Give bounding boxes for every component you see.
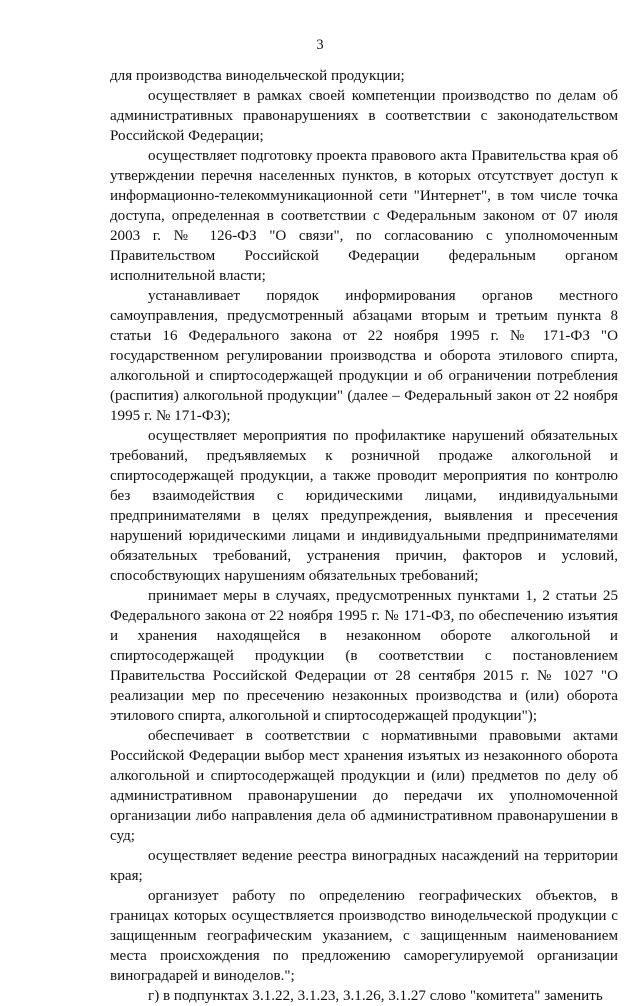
paragraph-last: г) в подпунктах 3.1.22, 3.1.23, 3.1.26, 3.1.27 слово "комитета" заменить	[148, 988, 603, 1004]
paragraph: устанавливает порядок информирования органов местного самоуправления, предусмотренный абзацами вторым и третьим пункта 8 статьи 16 Федерального закона от 22 ноября 1995 г. № 171-ФЗ "О государственном регулировании производства и оборота этилового спирта, алкогольной и спиртосодержащей продукции и об ограничении потребления (распития) алкогольной продукции" (далее – Федеральный закон от 22 ноября 1995 г. № 171-ФЗ);	[110, 288, 618, 424]
document-body	[110, 66, 618, 1006]
paragraph: осуществляет подготовку проекта правового акта Правительства края об утверждении перечня населенных пунктов, в которых отсутствует доступ к информационно-телекоммуникационной сети "Интернет", в том числе точка доступа, определенная в соответствии с Федеральным законом от 07 июля 2003 г. № 126-ФЗ "О связи", по согласованию с уполномоченным Правительством Российской Федерации федеральным органом исполнительной власти;	[110, 148, 618, 284]
paragraph: обеспечивает в соответствии с нормативными правовыми актами Российской Федерации выбор мест хранения изъятых из незаконного оборота алкогольной и спиртосодержащей продукции и (или) предметов по делу об административном правонарушении до передачи их уполномоченной организации либо направления дела об административном правонарушении в суд;	[110, 728, 618, 844]
paragraph-continuation: для производства винодельческой продукции;	[110, 68, 405, 84]
paragraph: организует работу по определению географических объектов, в границах которых осуществляется производство винодельческой продукции с защищенным географическим указанием, с защищенным наименованием места происхождения по предложению саморегулируемой организации виноградарей и виноделов.";	[110, 888, 618, 984]
paragraph: принимает меры в случаях, предусмотренных пунктами 1, 2 статьи 25 Федерального закона от 22 ноября 1995 г. № 171-ФЗ, по обеспечению изъятия и хранения находящейся в незаконном обороте алкогольной и спиртосодержащей продукции (в соответствии с постановлением Правительства Российской Федерации от 28 сентября 2015 г. № 1027 "О реализации мер по пресечению незаконных производства и (или) оборота этилового спирта, алкогольной и спиртосодержащей продукции");	[110, 588, 618, 724]
paragraph: осуществляет ведение реестра виноградных насаждений на территории края;	[110, 848, 618, 884]
paragraph: осуществляет в рамках своей компетенции производство по делам об административных правонарушениях в соответствии с законодательством Российской Федерации;	[110, 88, 618, 144]
paragraph: осуществляет мероприятия по профилактике нарушений обязательных требований, предъявляемых к розничной продаже алкогольной и спиртосодержащей продукции, а также проводит мероприятия по контролю без взаимодействия с юридическими лицами, индивидуальными предпринимателями в целях предупреждения, выявления и пресечения нарушений юридическими лицами и индивидуальными предпринимателями обязательных требований, устранения причин, факторов и условий, способствующих нарушениям обязательных требований;	[110, 428, 618, 584]
page-number: 3	[316, 37, 324, 53]
